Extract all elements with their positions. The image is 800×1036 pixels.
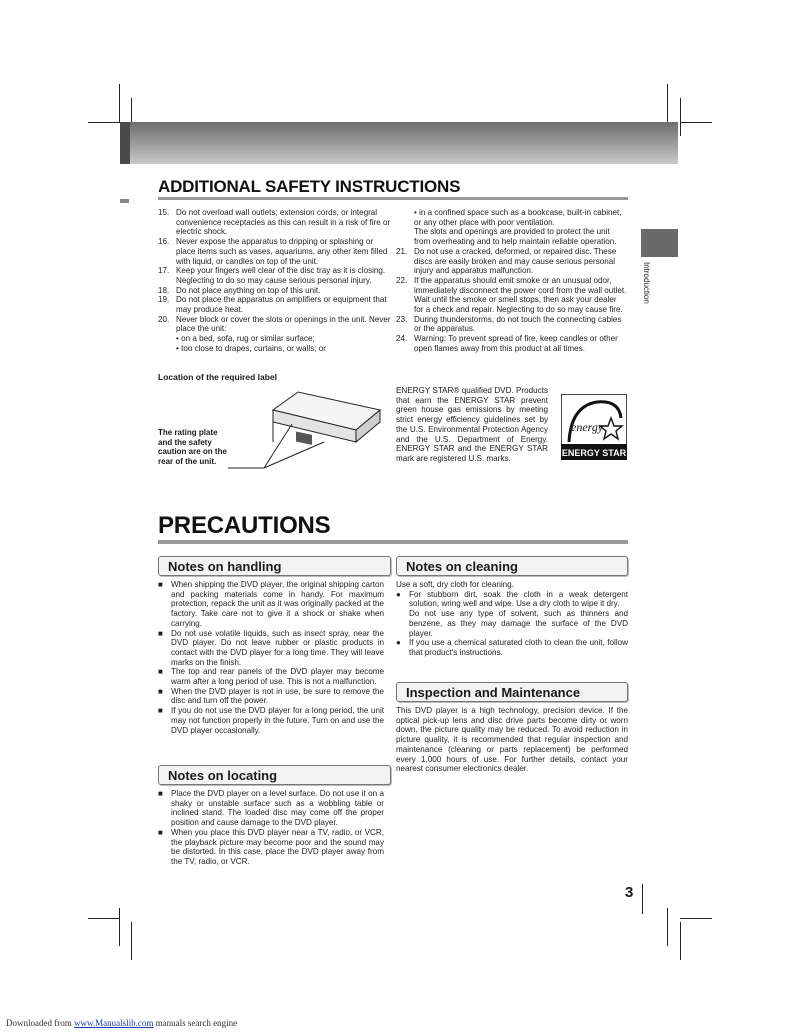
handling-heading: Notes on handling bbox=[158, 556, 391, 576]
footer: Downloaded from www.Manualslib.com manuals search engine bbox=[6, 1018, 238, 1028]
crop-mark bbox=[680, 922, 681, 960]
crop-mark bbox=[667, 908, 668, 946]
location-title: Location of the required label bbox=[158, 372, 278, 382]
square-bullet-icon: ■ bbox=[158, 628, 163, 638]
dvd-player-illustration bbox=[228, 382, 388, 472]
circle-bullet-icon: ● bbox=[396, 589, 401, 599]
crop-mark bbox=[680, 98, 681, 136]
crop-mark bbox=[88, 122, 120, 123]
sub-item: • on a bed, sofa, rug or similar surface; bbox=[176, 334, 315, 344]
list-item: 16. Never expose the apparatus to dripping or splashing or place items such as vases, aquariums, any other item filled with liquid, or candles on top of the unit. bbox=[158, 237, 388, 266]
square-bullet-icon: ■ bbox=[158, 667, 163, 677]
inspection-text: This DVD player is a high technology, precision device. If the optical pick-up lens and disc drive parts become dirty or worn down, the picture quality may be reduced. To avoid reduction in picture quality, it is recommended that regular inspection and maintenance (cleaning or parts replacement) be performed every 1,000 hours of use. For further details, contact your nearest consumer electronics dealer. bbox=[396, 706, 628, 774]
locating-heading: Notes on locating bbox=[158, 765, 391, 785]
safety-title: ADDITIONAL SAFETY INSTRUCTIONS bbox=[158, 177, 461, 196]
crop-mark bbox=[131, 922, 132, 960]
title-rule bbox=[158, 197, 628, 200]
safety-left-column bbox=[158, 208, 391, 354]
cleaning-content bbox=[396, 580, 628, 658]
list-item: 21. Do not use a cracked, deformed, or repaired disc. These discs are easily broken and may cause serious personal injury and apparatus malfunction. bbox=[396, 246, 617, 276]
rating-caption: The rating plate and the safety caution are on the rear of the unit. bbox=[158, 428, 227, 467]
list-item: ● For stubborn dirt, soak the cloth in a weak detergent solution, wring well and wipe. Use a dry cloth to wipe it dry. bbox=[396, 589, 628, 609]
energy-star-logo bbox=[561, 394, 627, 460]
list-item: 19. Do not place the apparatus on amplifiers or equipment that may produce heat. bbox=[158, 295, 387, 315]
list-item: 22. If the apparatus should emit smoke or an unusual odor, immediately disconnect the power cord from the wall outlet. Wait until the smoke or smell stops, then ask your dealer for a check and repair. Neglecting to do so may cause fire. bbox=[396, 275, 627, 315]
handling-list bbox=[158, 580, 384, 735]
list-item: 24. Warning: To prevent spread of fire, keep candles or other open flames away from this product at all times. bbox=[396, 334, 618, 353]
svg-text:energy: energy bbox=[571, 420, 604, 434]
crop-mark bbox=[119, 908, 120, 946]
page-number: 3 bbox=[625, 884, 634, 901]
list-item: ■ Do not use volatile liquids, such as insect spray, near the DVD player. Do not leave rubber or plastic products in contact with the DVD player for a long time. They will leave marks on the finish. bbox=[158, 628, 384, 667]
crop-mark bbox=[680, 122, 712, 123]
list-item: 18. Do not place anything on top of this unit. bbox=[158, 285, 321, 295]
square-bullet-icon: ■ bbox=[158, 580, 163, 589]
square-bullet-icon: ■ bbox=[158, 686, 163, 696]
square-bullet-icon: ■ bbox=[158, 789, 163, 798]
page-number-rule bbox=[642, 884, 643, 914]
list-item: 20. Never block or cover the slots or openings in the unit. Never place the unit: bbox=[158, 314, 391, 334]
crop-mark bbox=[88, 918, 120, 919]
sub-item: The slots and openings are provided to protect the unit from overheating and to help maintain reliable operation. bbox=[414, 227, 617, 247]
cleaning-intro: Use a soft, dry cloth for cleaning. bbox=[396, 580, 514, 589]
cleaning-heading: Notes on cleaning bbox=[396, 556, 628, 576]
list-item: ■ When you place this DVD player near a TV, radio, or VCR, the playback picture may become poor and the sound may be distorted. In this case, place the DVD player away from the TV, radio, or VCR. bbox=[158, 827, 384, 866]
inspection-heading: Inspection and Maintenance bbox=[396, 682, 628, 702]
precautions-title: PRECAUTIONS bbox=[158, 512, 331, 539]
side-tab-label: Introduction bbox=[642, 262, 651, 304]
list-item: ● If you use a chemical saturated cloth to clean the unit, follow that product's instructions. bbox=[396, 638, 628, 657]
title-rule bbox=[158, 540, 628, 544]
list-item: ■ When shipping the DVD player, the original shipping carton and packing materials come in handy. For maximum protection, repack the unit as it was originally packed at the factory. Take care not to give it a shock or shake when carrying. bbox=[158, 580, 384, 628]
list-item: 17. Keep your fingers well clear of the disc tray as it is closing. Neglecting to do so may cause serious personal injury. bbox=[158, 266, 386, 285]
locating-list bbox=[158, 789, 384, 867]
list-item: ■ Place the DVD player on a level surface. Do not use it on a shaky or unstable surface such as a wobbling table or inclined stand. The loaded disc may come off the proper position and cause damage to the DVD player. bbox=[158, 789, 384, 828]
svg-text:ENERGY STAR: ENERGY STAR bbox=[561, 448, 627, 458]
list-item: ■ When the DVD player is not in use, be sure to remove the disc and turn off the power. bbox=[158, 686, 384, 706]
list-item: ■ If you do not use the DVD player for a long period, the unit may not function properly in the future. Turn on and use the DVD player occasionally. bbox=[158, 706, 384, 735]
crop-mark bbox=[119, 84, 120, 122]
margin-mark bbox=[120, 199, 129, 203]
crop-mark bbox=[680, 918, 712, 919]
safety-right-column bbox=[396, 208, 628, 354]
circle-bullet-icon: ● bbox=[396, 638, 401, 648]
square-bullet-icon: ■ bbox=[158, 706, 163, 716]
sub-item: • too close to drapes, curtains, or walls; or bbox=[176, 343, 326, 353]
sub-item: • in a confined space such as a bookcase, built-in cabinet, or any other place with poor ventilation. bbox=[414, 208, 622, 227]
manualslib-link[interactable]: www.Manualslib.com bbox=[73, 1018, 154, 1028]
side-tab bbox=[641, 229, 678, 257]
energy-star-text: ENERGY STAR® qualified DVD. Products that earn the ENERGY STAR prevent green house gas emissions by meeting strict energy efficiency guidelines set by the U.S. Environmental Protection Agency and the U.S. Department of Energy. ENERGY STAR and the ENERGY STAR mark are registered U.S. marks. bbox=[396, 386, 548, 463]
list-item: 23. During thunderstorms, do not touch the connecting cables or the apparatus. bbox=[396, 314, 622, 334]
header-band bbox=[120, 122, 678, 164]
list-item: 15. Do not overload wall outlets; extension cords, or integral convenience receptacles as this can result in a risk of fire or electric shock. bbox=[158, 208, 391, 237]
cleaning-note: Do not use any type of solvent, such as thinners and benzene, as they may damage the surface of the DVD player. bbox=[409, 609, 628, 638]
list-item: ■ The top and rear panels of the DVD player may become warm after a long period of use. This is not a malfunction. bbox=[158, 667, 384, 687]
crop-mark bbox=[667, 84, 668, 122]
square-bullet-icon: ■ bbox=[158, 827, 163, 837]
